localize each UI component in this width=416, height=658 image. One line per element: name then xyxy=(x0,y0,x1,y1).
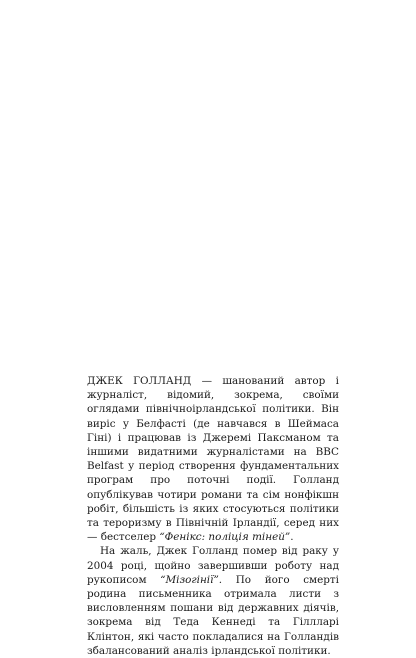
author-bio xyxy=(87,374,339,658)
bio-paragraph-1 xyxy=(87,374,339,544)
bio-text: — шанований автор і журналіст, відомий, зокрема, своїми оглядами північноірландської політики. Він виріс у Белфасті (де навчався в Шеймаса Гіні) і працював із Джеремі Паксманом та іншими видатними журналістами на BBC Belfast у період створення фундаментальних програм про поточні події. Голланд опублікував чотири романи та сім нонфікшн робіт, більшість із яких стосуються політики та тероризму в Північній Ірландії, серед них — бестселер xyxy=(87,375,340,544)
book-title-phoenix: “Фенікс: поліція тіней” xyxy=(159,531,291,544)
book-title-misogyny: “Мізогінії” xyxy=(160,573,219,586)
bio-paragraph-2 xyxy=(87,544,339,658)
bio-text: На жаль, Джек Голланд помер від раку у 2004 році, щойно завершивши роботу над рукописом xyxy=(87,545,339,586)
bio-text-end: . По його смерті родина письменника отримала листи з висловленням пошани від державних діячів, зокрема від Теда Кеннеді та Гіллларі Клінтон, які часто покладалися на Голландів збалансований аналіз ірландської політики. xyxy=(87,573,340,657)
bio-text-end: . xyxy=(290,531,294,544)
author-name: ДЖЕК ГОЛЛАНД xyxy=(87,375,192,387)
